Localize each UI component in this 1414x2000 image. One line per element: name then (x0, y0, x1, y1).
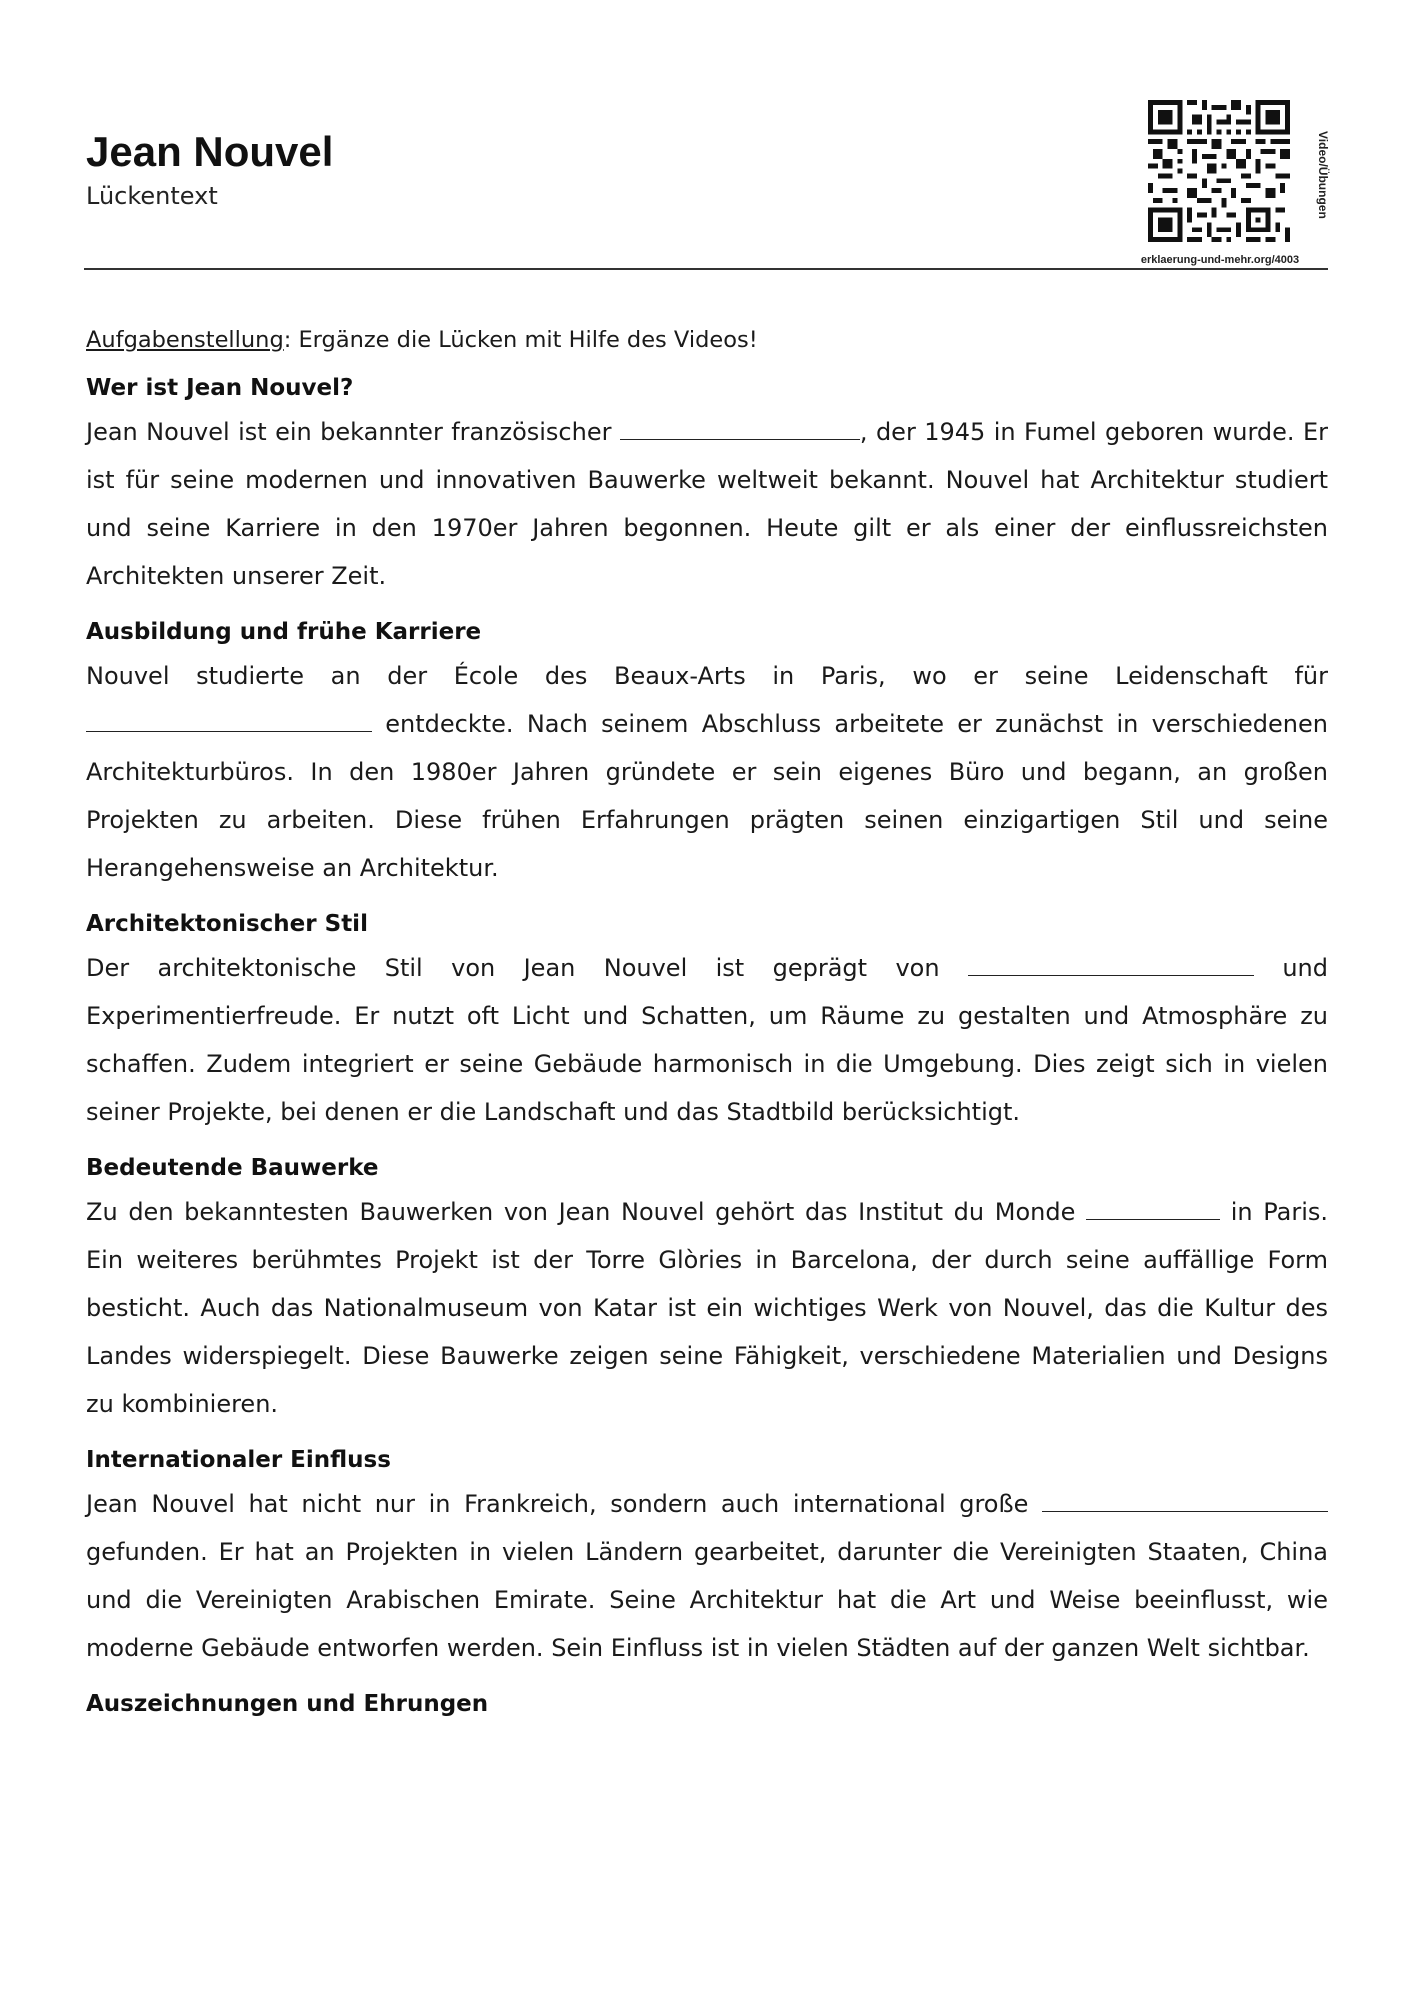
paragraph-text: entdeckte. Nach seinem Abschluss arbeitete er zunächst in verschiedenen Architekturbüros. In den 1980er Jahren gründete er sein eigenes Büro und begann, an großen Projekten zu arbeiten. Diese frühen Erfahrungen prägten seinen einzigartigen Stil und seine Herangehensweise an Architektur. (86, 710, 1328, 882)
paragraph-text: Der architektonische Stil von Jean Nouvel ist geprägt von (86, 954, 968, 982)
section-heading: Ausbildung und frühe Karriere (86, 619, 482, 645)
qr-url[interactable]: erklaerung-und-mehr.org/4003 (1140, 254, 1300, 266)
task-label: Aufgabenstellung (86, 327, 284, 353)
blank-2[interactable] (86, 709, 372, 732)
task-instruction (86, 322, 1328, 358)
paragraph-text: in Paris. Ein weiteres berühmtes Projekt ist der Torre Glòries in Barcelona, der durch seine auffällige Form besticht. Auch das Nationalmuseum von Katar ist ein wichtiges Werk von Nouvel, das die Kultur des Landes widerspiegelt. Diese Bauwerke zeigen seine Fähigkeit, verschiedene Materialien und Designs zu kombinieren. (86, 1198, 1328, 1418)
section-heading: Wer ist Jean Nouvel? (86, 375, 354, 401)
paragraph-text: Zu den bekanntesten Bauwerken von Jean Nouvel gehört das Institut du Monde (86, 1198, 1087, 1226)
qr-code-icon[interactable] (1148, 100, 1290, 242)
page-subtitle: Lückentext (86, 182, 218, 210)
paragraph-text: und Experimentierfreude. Er nutzt oft Licht und Schatten, um Räume zu gestalten und Atmosphäre zu schaffen. Zudem integriert er seine Gebäude harmonisch in die Umgebung. Dies zeigt sich in vielen seiner Projekte, bei denen er die Landschaft und das Stadtbild berücksichtigt. (86, 954, 1328, 1126)
paragraph-text: Nouvel studierte an der École des Beaux-Arts in Paris, wo er seine Leidenschaft für (86, 662, 1328, 690)
blank-3[interactable] (968, 953, 1254, 976)
worksheet-content (86, 322, 1328, 1724)
section-paragraph (86, 652, 1328, 892)
page-title: Jean Nouvel (86, 128, 334, 175)
task-text: : Ergänze die Lücken mit Hilfe des Videos! (283, 327, 758, 353)
paragraph-text: Jean Nouvel hat nicht nur in Frankreich, sondern auch international große (86, 1490, 1042, 1518)
section-paragraph (86, 944, 1328, 1136)
paragraph-text: Jean Nouvel ist ein bekannter französischer (86, 418, 620, 446)
header-divider (84, 268, 1328, 270)
blank-4[interactable] (1086, 1197, 1220, 1220)
section-heading: Internationaler Einfluss (86, 1447, 391, 1473)
section-paragraph (86, 1480, 1328, 1672)
paragraph-text: , der 1945 in Fumel geboren wurde. Er ist für seine modernen und innovativen Bauwerke weltweit bekannt. Nouvel hat Architektur studiert und seine Karriere in den 1970er Jahren begonnen. Heute gilt er als einer der einflussreichsten Architekten unserer Zeit. (86, 418, 1328, 590)
paragraph-text: gefunden. Er hat an Projekten in vielen Ländern gearbeitet, darunter die Vereinigten Staaten, China und die Vereinigten Arabischen Emirate. Seine Architektur hat die Art und Weise beeinflusst, wie moderne Gebäude entworfen werden. Sein Einfluss ist in vielen Städten auf der ganzen Welt sichtbar. (86, 1538, 1328, 1662)
section-heading: Bedeutende Bauwerke (86, 1155, 379, 1181)
qr-side-label: Video/Übungen (1316, 131, 1330, 219)
blank-1[interactable] (620, 417, 860, 440)
section-paragraph (86, 408, 1328, 600)
section-heading: Architektonischer Stil (86, 911, 368, 937)
section-heading: Auszeichnungen und Ehrungen (86, 1691, 489, 1717)
section-paragraph (86, 1188, 1328, 1428)
blank-5[interactable] (1042, 1489, 1328, 1512)
